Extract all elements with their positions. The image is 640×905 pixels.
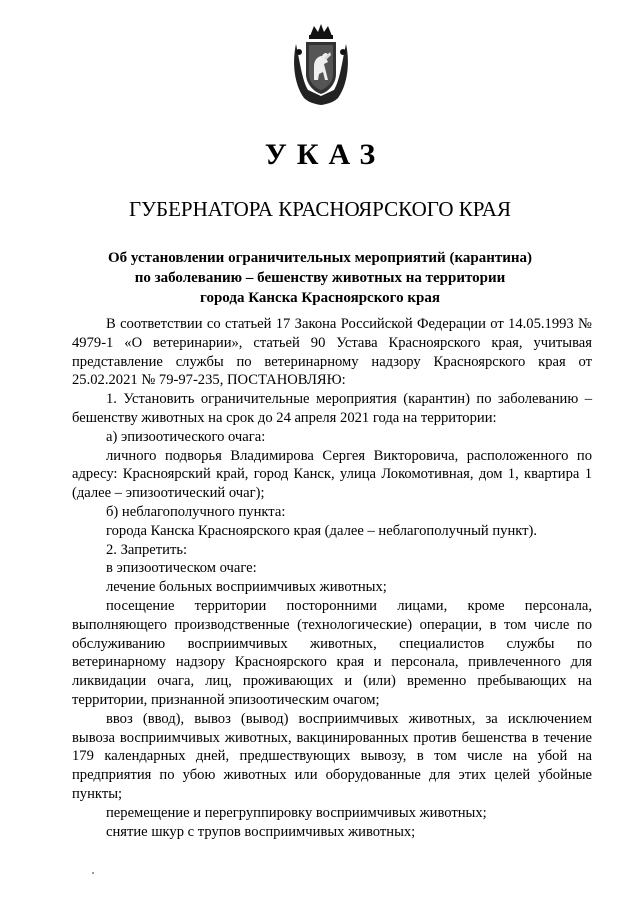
paragraph: перемещение и перегруппировку восприимчивых животных; [106,804,487,821]
decree-heading [60,248,580,308]
paragraph: В соответствии со статьей 17 Закона Российской Федерации от 14.05.1993 № 4979-1 «О ветеринарии», статьей 90 Устава Красноярского края, учитывая представление службы по ветеринарному надзору Красноярского края от 25.02.2021 № 79-97-235, ПОСТАНОВЛЯЮ: [72,316,592,389]
paragraph: снятие шкур с трупов восприимчивых животных; [106,823,416,840]
paragraph: 2. Запретить: [106,541,188,558]
heading-line: Об установлении ограничительных мероприятий (карантина) [107,250,532,266]
paragraph: а) эпизоотического очага: [106,428,266,445]
issuer-line: ГУБЕРНАТОРА КРАСНОЯРСКОГО КРАЯ [129,197,511,221]
heading-line: по заболеванию – бешенству животных на территории [134,270,506,286]
decree-body [72,315,592,841]
paragraph: б) неблагополучного пункта: [106,503,286,520]
paragraph: 1. Установить ограничительные мероприятия (карантин) по заболеванию – бешенству животных на срок до 24 апреля 2021 года на территории: [72,391,592,426]
paragraph: города Канска Красноярского края (далее – неблагополучный пункт). [106,522,538,539]
heading-line: города Канска Красноярского края [200,290,440,306]
paragraph: ввоз (ввод), вывоз (вывод) восприимчивых животных, за исключением вывоза восприимчивых животных, вакцинированных против бешенства в течение 179 календарных дней, предшествующих вывозу, в том числе на убой на предприятия по убою животных или оборудованные для этих целей убойные пункты; [72,710,592,802]
paragraph: в эпизоотическом очаге: [106,560,257,577]
paragraph: посещение территории посторонними лицами, кроме персонала, выполняющего производственные (технологические) операции, в том числе по обслуживанию восприимчивых животных, специалистов службы по ветеринарному надзору Красноярского края и персонала, привлеченного для ликвидации очага, лиц, проживающих и (или) временно пребывающих на территории, признанной эпизоотическим очагом; [72,597,592,708]
coat-of-arms-icon [290,22,352,106]
paragraph: лечение больных восприимчивых животных; [106,579,387,596]
scan-speck [92,872,94,874]
document-title: УКАЗ [264,138,386,171]
paragraph: личного подворья Владимирова Сергея Викторовича, расположенного по адресу: Красноярский край, город Канск, улица Локомотивная, дом 1, квартира 1 (далее – эпизоотический очаг); [72,447,592,502]
